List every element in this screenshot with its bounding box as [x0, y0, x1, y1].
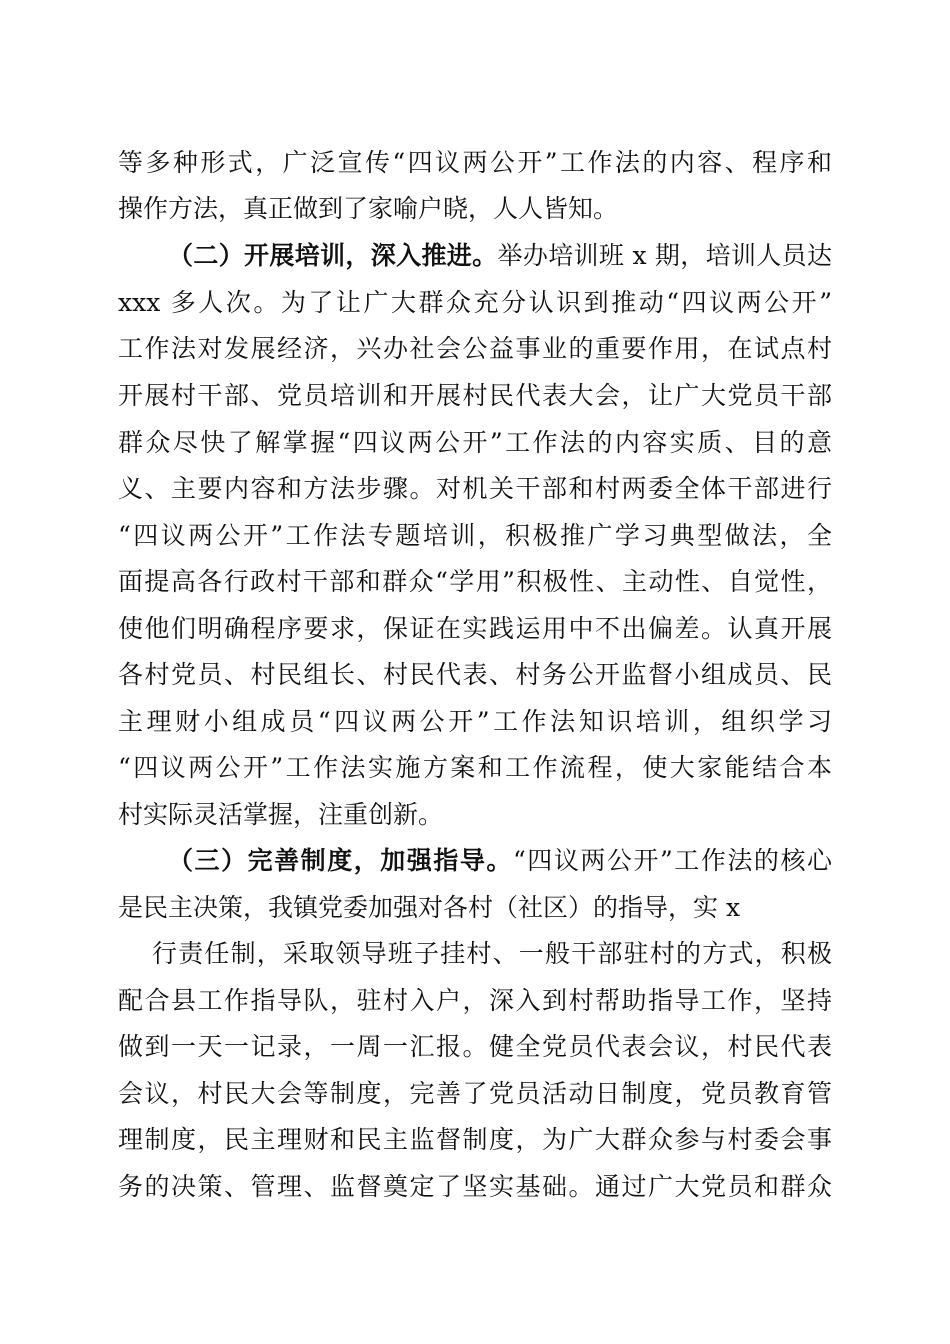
- body-text-line: 是民主决策，我镇党委加强对各村（社区）的指导，实 x: [118, 893, 741, 922]
- section-3-first-line: [118, 845, 832, 877]
- body-text-line: 理制度，民主理财和民主监督制度，为广大群众参与村委会事: [118, 1125, 832, 1154]
- body-text-line: 开展村干部、党员培训和开展村民代表大会，让广大党员干部: [118, 381, 832, 410]
- section-3-heading: （三）完善制度，加强指导。: [168, 846, 513, 875]
- body-text-line: 主理财小组成员“四议两公开”工作法知识培训，组织学习: [118, 707, 832, 736]
- body-text-line: 操作方法，真正做到了家喻户晓，人人皆知。: [118, 194, 619, 223]
- section-2-first-line: [118, 240, 832, 272]
- body-text-line: 工作法对发展经济，兴办社会公益事业的重要作用，在试点村: [118, 334, 832, 363]
- body-text-line: 各村党员、村民组长、村民代表、村务公开监督小组成员、民: [118, 660, 832, 689]
- body-text-line: 行责任制，采取领导班子挂村、一般干部驻村的方式，积极: [152, 939, 832, 968]
- section-2-heading: （二）开展培训，深入推进。: [168, 241, 498, 270]
- body-text-line: 使他们明确程序要求，保证在实践运用中不出偏差。认真开展: [118, 614, 832, 643]
- body-text-line: 做到一天一记录，一周一汇报。健全党员代表会议，村民代表: [118, 1032, 832, 1061]
- body-text-line: 群众尽快了解掌握“四议两公开”工作法的内容实质、目的意: [118, 428, 832, 457]
- body-text-line: 义、主要内容和方法步骤。对机关干部和村两委全体干部进行: [118, 474, 832, 503]
- body-text-line: 村实际灵活掌握，注重创新。: [118, 800, 444, 829]
- section-2-first-line-text: 举办培训班 x 期，培训人员达: [497, 241, 832, 270]
- body-text-line: xxx 多人次。为了让广大群众充分认识到推动“四议两公开”: [118, 288, 832, 317]
- body-text-line: 面提高各行政村干部和群众“学用”积极性、主动性、自觉性，: [118, 567, 832, 596]
- section-3-first-line-text: “四议两公开”工作法的核心: [512, 846, 832, 875]
- body-text-line: 配合县工作指导队，驻村入户，深入到村帮助指导工作，坚持: [118, 986, 832, 1015]
- body-text-line: “四议两公开”工作法实施方案和工作流程，使大家能结合本: [118, 753, 832, 782]
- body-text-line: 会议，村民大会等制度，完善了党员活动日制度，党员教育管: [118, 1079, 832, 1108]
- body-text-line: “四议两公开”工作法专题培训，积极推广学习典型做法，全: [118, 521, 832, 550]
- body-text-line: 务的决策、管理、监督奠定了坚实基础。通过广大党员和群众: [118, 1172, 832, 1201]
- body-text-line: 等多种形式，广泛宣传“四议两公开”工作法的内容、程序和: [118, 148, 832, 177]
